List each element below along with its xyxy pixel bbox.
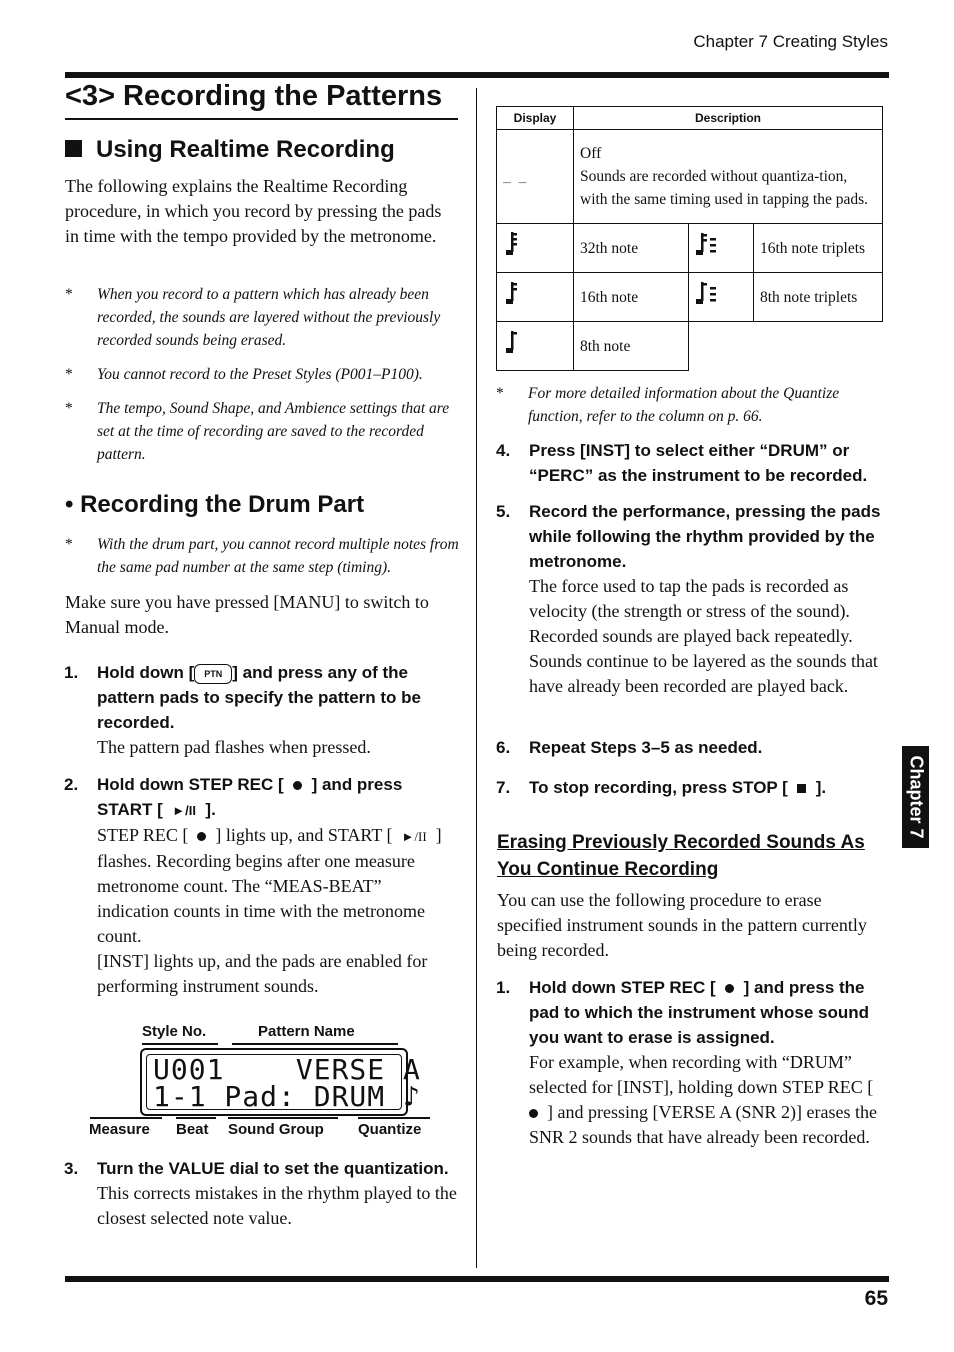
running-header: Chapter 7 Creating Styles [693,32,888,51]
table-row [497,273,883,322]
play-pause-icon: ►/II [172,803,196,818]
lcd-label-style-no: Style No. [142,1023,207,1040]
lcd-label-pattern-name: Pattern Name [258,1023,355,1040]
lcd-bracket [90,1117,162,1119]
note-2 [65,363,459,386]
table-header-display: Display [497,107,574,130]
step-2 [64,772,457,999]
lcd-bracket [358,1117,430,1119]
step-1-desc: The pattern pad flashes when pressed. [97,737,371,757]
square-bullet-icon [65,140,82,157]
empty-cell [689,322,883,371]
desc-16-note: 16th note [574,273,689,322]
step-number: 5. [496,502,511,521]
note-3 [65,397,459,466]
stop-square-icon [797,784,806,793]
table-row [497,224,883,273]
table-header-description: Description [574,107,883,130]
lcd-line-1: U001 VERSE A [153,1053,421,1086]
record-circle-icon [529,1109,538,1118]
side-tab-label: Chapter 7 [906,755,926,839]
quantize-table [496,106,883,371]
drum-note [65,533,459,579]
section-heading-realtime [65,136,395,164]
erase-step-1-desc: For example, when recording with “DRUM” selected for [INST], holding down STEP REC [ ] and pressing [VERSE A (SNR 2)] erases the SNR 2 sounds that have already been recorded. [529,1052,877,1147]
chapter-side-tab [902,746,929,848]
page-title: <3> Recording the Patterns [65,80,443,112]
erase-intro: You can use the following procedure to erase specified instrument sounds in the pattern currently being recorded. [497,890,867,960]
step-number: 1. [496,978,511,997]
note-8-icon [497,322,574,371]
play-pause-icon: ►/II [401,829,427,844]
note-text: With the drum part, you cannot record multiple notes from the same pad number at the same step (timing). [97,536,459,576]
desc-8-note: 8th note [574,322,689,371]
step-number: 7. [496,778,511,797]
note-text: You cannot record to the Preset Styles (P001–P100). [97,366,423,383]
desc-32-note: 32th note [574,224,689,273]
lcd-label-measure: Measure [89,1121,150,1138]
erase-step-1-instruction: 1. Hold down STEP REC [ ] and press the pad to which the instrument whose sound you want to erase is assigned. [529,975,889,1050]
step-number: 6. [496,738,511,757]
step-5-desc: The force used to tap the pads is recorded as velocity (the strength or stress of the sound). Recorded sounds are played back repeatedly. Sounds continue to be layered as the sounds that have already been recorded are played back. [529,576,878,696]
lcd-bracket [176,1117,216,1119]
off-desc: Sounds are recorded without quantiza-tion, with the same timing used in tapping the pads. [580,168,868,208]
step-2-desc-inst: [INST] lights up, and the pads are enabled for performing instrument sounds. [97,951,428,996]
note-16-icon [497,273,574,322]
step-4-instruction: 4. Press [INST] to select either “DRUM” or “PERC” as the instrument to be recorded. [529,438,889,488]
step-7 [496,775,889,800]
triplet-16-icon [689,224,754,273]
table-row [497,130,883,224]
lcd-label-sound-group: Sound Group [228,1121,324,1138]
desc-8-triplet: 8th note triplets [754,273,883,322]
note-text: For more detailed information about the Quantize function, refer to the column on p. 66. [528,385,840,425]
table-note [496,382,883,428]
step-number: 3. [64,1159,79,1178]
step-6 [496,735,889,760]
step-3-desc: This corrects mistakes in the rhythm played to the closest selected note value. [97,1183,457,1228]
note-text: The tempo, Sound Shape, and Ambience settings that are set at the time of recording are saved to the recorded pattern. [97,400,450,463]
lcd-label-beat: Beat [176,1121,209,1138]
note-text: When you record to a pattern which has already been recorded, the sounds are layered without the previously recorded sounds being erased. [97,286,441,349]
title-rule [65,118,458,120]
erase-step-1 [496,975,889,1150]
triplet-8-icon [689,273,754,322]
step-3-instruction: 3. Turn the VALUE dial to set the quantization. [97,1156,457,1181]
intro-paragraph: The following explains the Realtime Recording procedure, in which you record by pressing the pads in time with the tempo provided by the metronome. [65,176,442,246]
note-marker: * [65,366,73,383]
note-marker: * [65,286,73,303]
manual-mode-paragraph: Make sure you have pressed [MANU] to switch to Manual mode. [65,592,429,637]
display-off: _ _ [497,130,574,224]
lcd-bracket [142,1043,218,1045]
lcd-line-2: 1-1 Pad: DRUM ♪ [153,1080,421,1113]
step-number: 4. [496,441,511,460]
step-3 [64,1156,457,1231]
record-circle-icon [197,832,206,841]
step-number: 1. [64,663,79,682]
top-rule [65,72,889,78]
heading-text: Using Realtime Recording [96,136,395,163]
step-4 [496,438,889,488]
off-title: Off [580,145,602,162]
bottom-rule [65,1276,889,1282]
section-heading-drum: • Recording the Drum Part [65,491,365,518]
step-1 [64,660,457,760]
ptn-button-icon: PTN [194,664,232,684]
note-marker: * [65,400,73,417]
record-circle-icon [725,984,734,993]
step-1-instruction: 1. Hold down [ PTN ] and press any of the pattern pads to specify the pattern to be recorded. [97,660,457,735]
step-5 [496,499,889,699]
lcd-screen [146,1053,421,1113]
description-off [574,130,883,224]
lcd-label-quantize: Quantize [358,1121,422,1138]
lcd-display [140,1048,421,1116]
page-number: 65 [864,1287,888,1310]
step-2-desc: STEP REC [ ] lights up, and START [ ►/II ] flashes. Recording begins after one measure metronome count. The “MEAS-BEAT” indication counts in time with the metronome count. [97,825,442,946]
step-number: 2. [64,775,79,794]
step-5-instruction: 5. Record the performance, pressing the pads while following the rhythm provided by the metronome. [529,499,889,574]
step-7-instruction: 7. To stop recording, press STOP [ ]. [529,775,889,800]
record-circle-icon [293,781,302,790]
desc-16-triplet: 16th note triplets [754,224,883,273]
column-divider [476,88,477,1268]
step-6-instruction: 6. Repeat Steps 3–5 as needed. [529,735,889,760]
note-32-icon [497,224,574,273]
table-row [497,322,883,371]
note-marker: * [65,536,73,553]
erase-subheading: Erasing Previously Recorded Sounds As You Continue Recording [497,832,865,880]
lcd-bracket [232,1043,398,1045]
step-2-instruction: 2. Hold down STEP REC [ ] and press START [ ►/II ]. [97,772,457,823]
note-1 [65,283,459,352]
note-marker: * [496,385,504,402]
lcd-bracket [228,1117,338,1119]
